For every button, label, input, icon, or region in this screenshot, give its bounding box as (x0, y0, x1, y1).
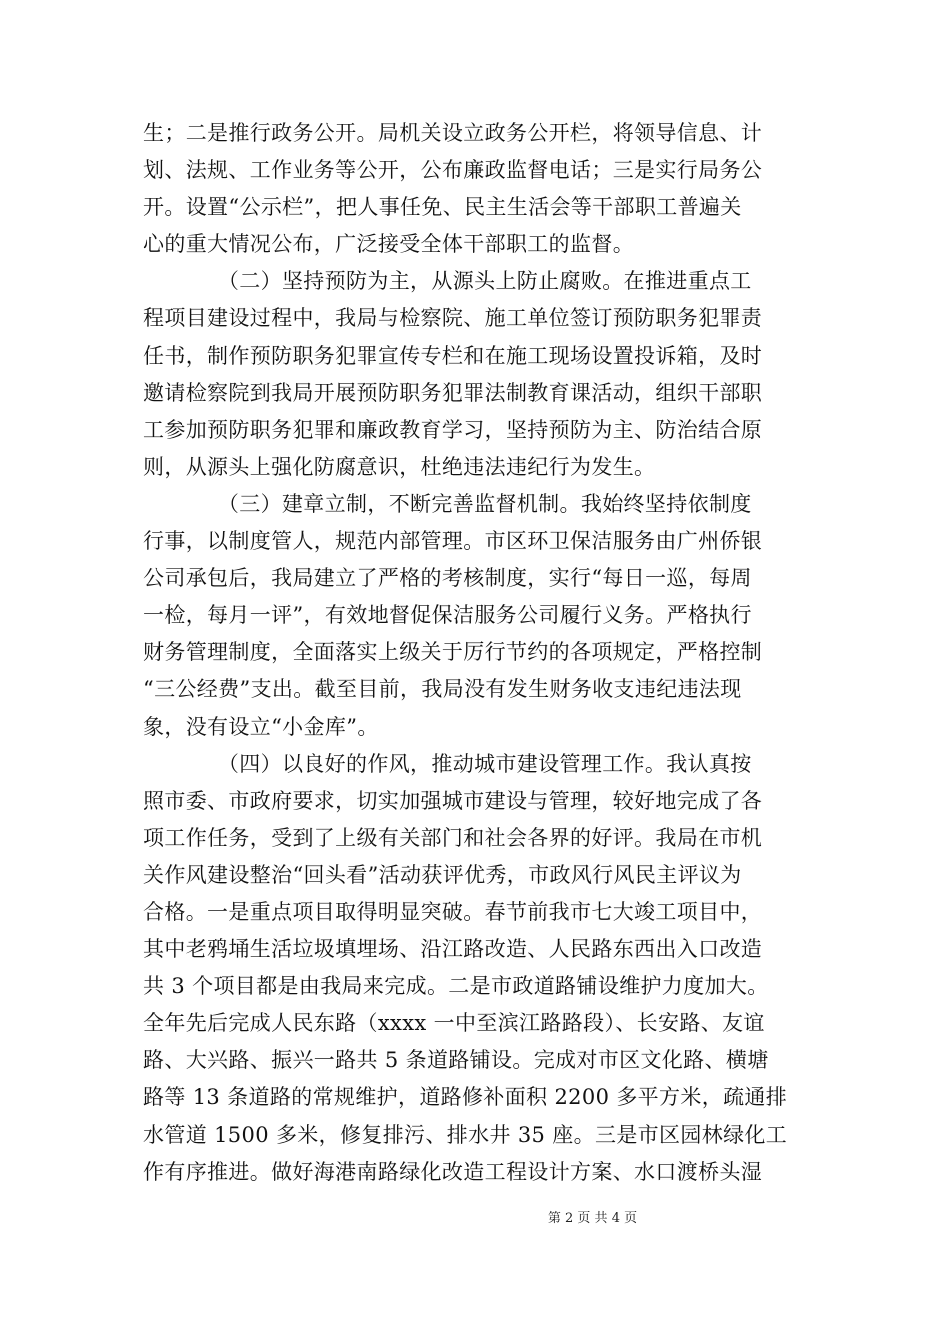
text-line: 路、大兴路、振兴一路共 5 条道路铺设。完成对市区文化路、横塘 (143, 1048, 769, 1073)
text-line: 行事，以制度管人，规范内部管理。市区环卫保洁服务由广州侨银 (143, 529, 763, 554)
text-line: （三）建章立制，不断完善监督机制。我始终坚持依制度 (143, 491, 752, 516)
text-line: 心的重大情况公布，广泛接受全体干部职工的监督。 (143, 232, 635, 257)
text-line: 财务管理制度，全面落实上级关于厉行节约的各项规定，严格控制 (143, 640, 763, 665)
text-line: 一检，每月一评”，有效地督促保洁服务公司履行义务。严格执行 (143, 603, 752, 628)
text-line: 共 3 个项目都是由我局来完成。二是市政道路铺设维护力度加大。 (143, 974, 769, 999)
text-line: 其中老鸦埇生活垃圾填埋场、沿江路改造、人民路东西出入口改造 (143, 937, 763, 962)
text-line: 则，从源头上强化防腐意识，杜绝违法违纪行为发生。 (143, 454, 656, 479)
text-line: 邀请检察院到我局开展预防职务犯罪法制教育课活动，组织干部职 (143, 380, 763, 405)
page-number-footer: 第 2 页 共 4 页 (547, 1211, 638, 1226)
text-line: 作有序推进。做好海港南路绿化改造工程设计方案、水口渡桥头湿 (143, 1159, 763, 1184)
text-line: 关作风建设整治“回头看”活动获评优秀，市政风行风民主评议为 (143, 862, 742, 887)
document-body (143, 115, 809, 1191)
text-line: （四）以良好的作风，推动城市建设管理工作。我认真按 (143, 751, 752, 776)
text-line: 程项目建设过程中，我局与检察院、施工单位签订预防职务犯罪责 (143, 306, 763, 331)
text-line: “三公经费”支出。截至目前，我局没有发生财务收支违纪违法现 (143, 677, 742, 702)
text-line: 水管道 1500 多米，修复排污、排水井 35 座。三是市区园林绿化工 (143, 1122, 788, 1147)
text-line: 象，没有设立“小金库”。 (143, 714, 379, 739)
text-line: 路等 13 条道路的常规维护，道路修补面积 2200 多平方米，疏通排 (143, 1085, 788, 1110)
text-line: 合格。一是重点项目取得明显突破。春节前我市七大竣工项目中， (143, 899, 763, 924)
text-line: 全年先后完成人民东路（xxxx 一中至滨江路路段）、长安路、友谊 (143, 1011, 765, 1036)
text-line: 开。设置“公示栏”，把人事任免、民主生活会等干部职工普遍关 (143, 195, 742, 220)
text-line: 划、法规、工作业务等公开，公布廉政监督电话；三是实行局务公 (143, 158, 763, 183)
text-line: 项工作任务，受到了上级有关部门和社会各界的好评。我局在市机 (143, 825, 763, 850)
text-line: 照市委、市政府要求，切实加强城市建设与管理，较好地完成了各 (143, 788, 763, 813)
text-line: 生；二是推行政务公开。局机关设立政务公开栏，将领导信息、计 (143, 121, 763, 145)
text-line: 任书，制作预防职务犯罪宣传专栏和在施工现场设置投诉箱，及时 (143, 343, 763, 368)
text-line: 工参加预防职务犯罪和廉政教育学习，坚持预防为主、防治结合原 (143, 417, 763, 442)
text-line: 公司承包后，我局建立了严格的考核制度，实行“每日一巡，每周 (143, 566, 752, 591)
text-line: （二）坚持预防为主，从源头上防止腐败。在推进重点工 (143, 269, 752, 294)
